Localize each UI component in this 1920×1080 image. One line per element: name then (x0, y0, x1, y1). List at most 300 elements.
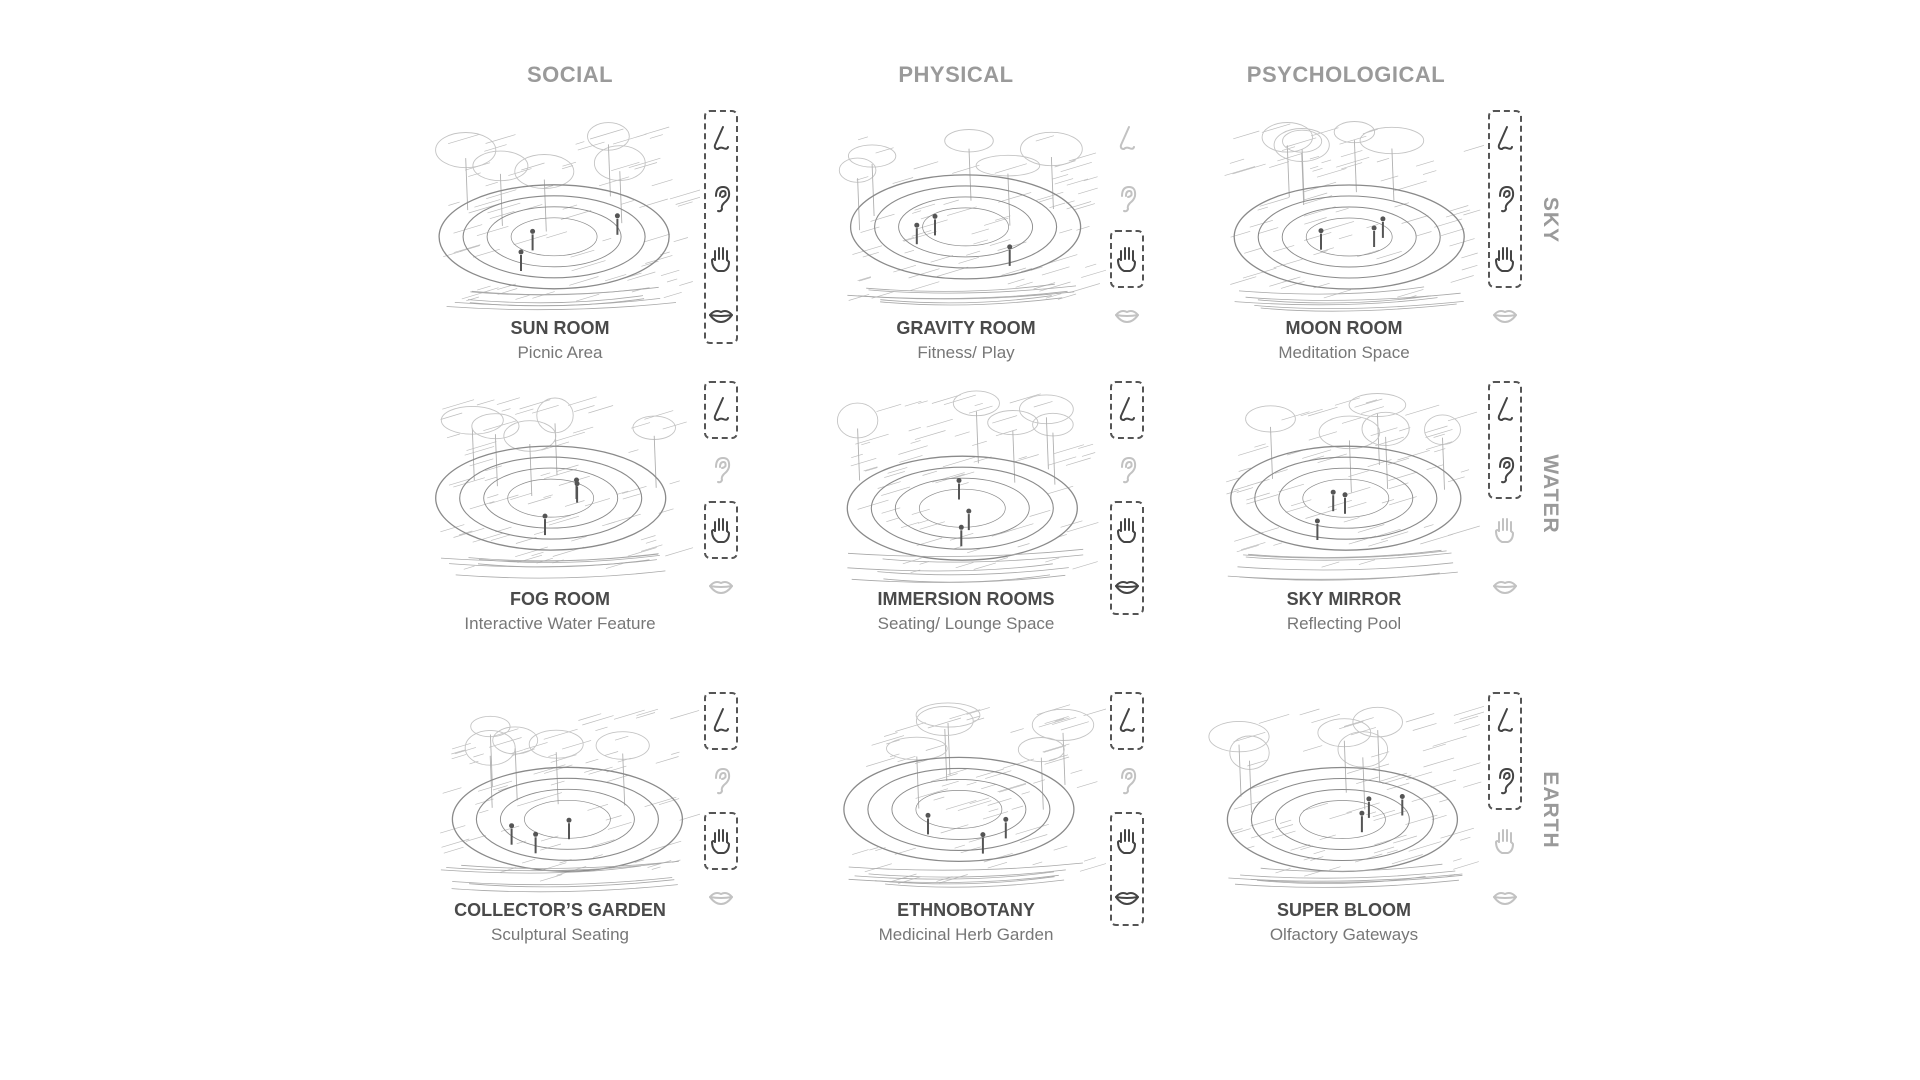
sketch-hatch (617, 491, 628, 494)
sketch-canopy (1033, 413, 1074, 436)
sketch-hatch (1424, 758, 1455, 767)
sketch-ground (877, 568, 1068, 575)
sketch-hatch (623, 494, 641, 499)
sketch-figure-head (1331, 490, 1336, 495)
sketch-hatch (1426, 442, 1452, 450)
room-title: GRAVITY ROOM (896, 318, 1036, 338)
room-sketch (826, 694, 1106, 904)
sketch-ground (469, 880, 674, 887)
sketch-hatch (534, 531, 545, 534)
sketch-trunk (1349, 440, 1351, 492)
sketch-trunk (530, 444, 532, 496)
sketch-hatch (473, 754, 483, 757)
sketch-figure-head (933, 214, 938, 219)
sketch-hatch (508, 169, 531, 176)
sketch-ring (463, 196, 645, 278)
room-sketch (826, 383, 1106, 593)
sketch-ring (875, 186, 1057, 268)
sketch-hatch (1043, 744, 1070, 752)
sketch-hatch (546, 232, 567, 238)
room-title: SUPER BLOOM (1276, 900, 1411, 920)
sketch-hatch (1080, 864, 1106, 872)
sketch-hatch (877, 404, 902, 411)
sketch-hatch (590, 129, 623, 139)
sketch-hatch (1461, 253, 1477, 258)
sketch-hatch (1463, 782, 1481, 787)
sketch-hatch (1381, 176, 1399, 181)
sketch-ground (1238, 563, 1454, 570)
sketch-hatch (1076, 226, 1089, 230)
sketch-hatch (1291, 500, 1311, 506)
room-title: MOON ROOM (1285, 318, 1403, 338)
sketch-trunk (608, 144, 610, 196)
sense-indicators (698, 112, 742, 342)
sketch-hatch (869, 848, 878, 851)
sketch-hatch (1462, 265, 1478, 270)
sketch-trunk (872, 164, 874, 216)
sketch-hatch (670, 481, 680, 484)
sketch-ring (484, 468, 618, 528)
sketch-hatch (585, 498, 610, 506)
hand-icon (704, 814, 738, 868)
sketch-hatch (474, 199, 500, 207)
sketch-ring (851, 175, 1081, 279)
sketch-hatch (1286, 506, 1306, 512)
sketch-hatch (920, 522, 945, 530)
sketch-hatch (520, 400, 551, 409)
sketch-hatch (864, 467, 878, 471)
sketch-hatch (478, 781, 512, 791)
sketch-hatch (629, 450, 639, 453)
sketch-hatch (569, 277, 598, 286)
room-title: ETHNOBOTANY (897, 900, 1035, 920)
sketch-hatch (898, 446, 927, 455)
hand-icon (1488, 232, 1522, 286)
sketch-hatch (946, 800, 976, 809)
room-cell (826, 694, 1226, 984)
sketch-hatch (992, 531, 1009, 536)
sketch-hatch (1244, 248, 1262, 253)
sketch-ground (452, 885, 678, 892)
sketch-hatch (916, 789, 948, 799)
nose-icon (1488, 112, 1522, 166)
sketch-figure-head (1380, 216, 1385, 221)
sketch-hatch (1426, 429, 1453, 437)
ear-icon (1488, 754, 1522, 808)
sketch-hatch (1050, 203, 1066, 208)
sketch-hatch (852, 850, 868, 855)
sketch-canopy (848, 145, 895, 167)
sketch-ground (849, 863, 1083, 870)
sketch-hatch (1039, 718, 1070, 727)
sketch-hatch (1453, 859, 1462, 862)
sketch-hatch (866, 758, 895, 767)
sketch-ground (446, 864, 661, 871)
sketch-hatch (592, 840, 615, 847)
sketch-trunk (1287, 145, 1289, 197)
sketch-hatch (650, 135, 663, 139)
sketch-hatch (1348, 471, 1368, 477)
sketch-hatch (926, 745, 945, 751)
sketch-hatch (955, 432, 970, 437)
sketch-hatch (1033, 862, 1043, 865)
sketch-hatch (562, 740, 591, 749)
sketch-hatch (460, 246, 480, 252)
sketch-hatch (1015, 455, 1039, 462)
sketch-hatch (861, 442, 870, 445)
sketch-hatch (602, 522, 615, 526)
sketch-hatch (1042, 267, 1070, 275)
sketch-figure-head (567, 818, 572, 823)
sketch-hatch (858, 500, 889, 509)
sense-indicators (1482, 112, 1526, 342)
sketch-hatch (576, 294, 599, 301)
sketch-hatch (1335, 398, 1360, 406)
sketch-trunk (1443, 438, 1445, 490)
sketch-hatch (882, 508, 901, 514)
sketch-hatch (1012, 806, 1024, 809)
sketch-hatch (522, 859, 535, 863)
sketch-ring (1258, 196, 1440, 278)
sketch-ground (869, 870, 1066, 877)
sketch-hatch (1328, 500, 1352, 507)
sketch-hatch (865, 864, 892, 872)
sketch-hatch (934, 797, 945, 800)
sketch-hatch (990, 239, 1010, 245)
sketch-ground (1228, 572, 1458, 579)
sketch-hatch (448, 202, 459, 205)
sketch-hatch (1045, 716, 1069, 723)
hand-icon (704, 503, 738, 557)
sketch-figure-head (1343, 492, 1348, 497)
sketch-hatch (1234, 533, 1263, 542)
sketch-hatch (1310, 166, 1318, 169)
sketch-hatch (608, 822, 632, 829)
sketch-hatch (884, 733, 897, 737)
sketch-trunk (976, 411, 978, 463)
sketch-figure-head (1400, 794, 1405, 799)
sketch-hatch (941, 825, 969, 833)
sketch-trunk (945, 729, 947, 781)
column-heading-social: SOCIAL (526, 62, 614, 87)
sketch-hatch (1077, 782, 1098, 788)
sketch-hatch (1398, 450, 1430, 460)
sketch-hatch (884, 471, 905, 477)
ear-icon (1488, 172, 1522, 226)
sketch-hatch (851, 454, 863, 458)
room-sketch (1204, 383, 1484, 593)
sketch-hatch (548, 754, 556, 756)
sketch-ring (439, 185, 669, 289)
sketch-hatch (858, 277, 871, 281)
sketch-figure-head (1315, 519, 1320, 524)
sketch-hatch (621, 200, 634, 204)
sketch-hatch (1373, 810, 1395, 817)
sketch-hatch (865, 468, 877, 472)
room-subtitle: Meditation Space (1278, 343, 1410, 362)
sketch-hatch (448, 134, 479, 143)
sketch-hatch (1450, 206, 1468, 211)
sketch-hatch (876, 148, 894, 153)
sketch-hatch (606, 816, 622, 821)
sketch-hatch (1238, 446, 1268, 455)
sketch-hatch (1304, 232, 1331, 240)
sketch-figure-head (1359, 811, 1364, 816)
sketch-hatch (1055, 179, 1073, 185)
sketch-hatch (984, 853, 1013, 862)
sense-indicators (1104, 383, 1148, 613)
sketch-hatch (942, 781, 959, 786)
sketch-hatch (1313, 168, 1323, 171)
room-subtitle: Olfactory Gateways (1269, 925, 1419, 944)
sketch-hatch (595, 727, 607, 731)
sketch-hatch (679, 282, 693, 286)
sketch-hatch (918, 220, 948, 229)
sketch-hatch (528, 497, 551, 504)
sketch-hatch (1246, 495, 1278, 505)
sketch-hatch (1078, 444, 1093, 448)
sketch-ring (1282, 207, 1416, 267)
sketch-hatch (1059, 229, 1072, 233)
room-subtitle: Medicinal Herb Garden (878, 925, 1054, 944)
sketch-hatch (1280, 820, 1291, 823)
sketch-hatch (1225, 167, 1256, 176)
sketch-hatch (599, 177, 629, 186)
sketch-hatch (576, 142, 585, 145)
sketch-hatch (1341, 163, 1362, 169)
sketch-hatch (1286, 138, 1317, 147)
sketch-hatch (912, 230, 932, 236)
sketch-hatch (1251, 819, 1274, 826)
sketch-ground (456, 571, 666, 578)
sketch-hatch (1399, 428, 1410, 431)
sketch-hatch (956, 562, 974, 567)
sketch-hatch (1433, 736, 1467, 746)
room-title: SUN ROOM (510, 318, 610, 338)
row-heading-sky: SKY (1539, 196, 1562, 244)
sketch-hatch (1355, 399, 1383, 407)
sketch-hatch (909, 427, 921, 431)
sketch-hatch (1448, 412, 1477, 421)
sketch-hatch (1302, 450, 1331, 459)
sketch-hatch (605, 274, 626, 280)
sketch-hatch (661, 270, 679, 276)
sketch-hatch (574, 406, 594, 412)
sketch-hatch (927, 419, 953, 427)
sketch-ground (855, 872, 1054, 879)
sketch-hatch (1342, 418, 1361, 424)
sketch-hatch (952, 165, 979, 173)
sketch-trunk (515, 748, 517, 800)
sketch-figure-head (914, 223, 919, 228)
room-title: IMMERSION ROOMS (877, 589, 1055, 609)
ear-icon (704, 443, 738, 497)
sketch-hatch (1450, 239, 1475, 247)
sketch-hatch (678, 202, 693, 207)
sketch-ring (436, 446, 666, 550)
sketch-ring (487, 207, 621, 267)
sketch-hatch (582, 716, 613, 725)
sketch-ring (899, 197, 1033, 257)
sketch-hatch (1274, 259, 1303, 268)
nose-icon (1110, 112, 1144, 166)
sketch-hatch (521, 163, 544, 170)
sketch-hatch (1322, 248, 1334, 252)
sketch-hatch (652, 867, 661, 870)
sketch-hatch (981, 784, 996, 788)
room-cell (826, 383, 1226, 673)
sketch-hatch (665, 548, 693, 556)
sketch-hatch (1377, 158, 1389, 162)
nose-icon (704, 383, 738, 437)
hand-icon (704, 232, 738, 286)
sketch-hatch (1018, 544, 1030, 548)
ear-icon (1110, 754, 1144, 808)
sketch-hatch (515, 409, 533, 415)
sketch-trunk (1250, 761, 1252, 813)
sketch-ring (844, 757, 1074, 861)
sketch-hatch (641, 545, 662, 552)
sketch-hatch (911, 282, 940, 291)
room-cell (1204, 383, 1604, 673)
sketch-figure-head (574, 478, 579, 483)
sketch-hatch (639, 199, 667, 208)
sketch-hatch (858, 137, 868, 140)
sketch-hatch (1439, 799, 1449, 802)
sketch-hatch (568, 397, 597, 406)
sketch-hatch (911, 440, 921, 443)
sketch-hatch (1462, 725, 1479, 730)
sketch-hatch (1303, 746, 1322, 752)
sketch-hatch (1416, 161, 1434, 166)
sketch-hatch (1008, 279, 1025, 284)
room-sketch (1204, 112, 1484, 322)
sketch-trunk (917, 757, 919, 809)
sketch-trunk (858, 178, 860, 230)
sketch-hatch (470, 502, 495, 509)
sketch-trunk (1041, 758, 1043, 810)
sketch-hatch (1085, 264, 1096, 267)
room-cell (1204, 694, 1604, 984)
sketch-trunk (858, 429, 860, 481)
sketch-hatch (1406, 714, 1434, 723)
sketch-trunk (495, 434, 497, 486)
sketch-hatch (881, 487, 910, 496)
sketch-trunk (1386, 437, 1388, 489)
sketch-hatch (479, 810, 488, 813)
sketch-hatch (1412, 793, 1442, 802)
sketch-hatch (988, 798, 1012, 805)
sketch-trunk (1046, 417, 1048, 469)
ear-icon (1488, 443, 1522, 497)
sketch-trunk (1354, 140, 1356, 192)
sketch-hatch (975, 403, 983, 405)
sketch-hatch (944, 200, 959, 205)
sketch-hatch (1330, 812, 1352, 819)
sketch-hatch (969, 406, 993, 413)
sketch-hatch (1030, 510, 1051, 516)
room-subtitle: Reflecting Pool (1286, 614, 1402, 633)
sketch-hatch (578, 714, 601, 721)
sketch-hatch (1058, 294, 1076, 299)
sketch-hatch (664, 292, 682, 297)
sketch-ring (1234, 185, 1464, 289)
sketch-hatch (1314, 850, 1326, 854)
sketch-hatch (452, 743, 471, 749)
room-cell (420, 383, 820, 673)
sketch-hatch (502, 409, 511, 412)
sketch-trunk (623, 754, 625, 806)
sketch-hatch (652, 180, 673, 186)
sketch-hatch (1047, 486, 1073, 494)
sketch-hatch (966, 251, 980, 255)
sketch-hatch (944, 395, 976, 405)
sketch-hatch (855, 434, 888, 444)
sketch-ring (1299, 801, 1385, 839)
sketch-hatch (611, 162, 639, 170)
sketch-ring (1275, 790, 1409, 850)
sketch-ring (511, 218, 597, 256)
sketch-ground (452, 878, 672, 885)
column-heading-physical: PHYSICAL (898, 62, 1014, 87)
sketch-hatch (1359, 560, 1375, 565)
sketch-hatch (477, 286, 490, 290)
sketch-hatch (1052, 174, 1068, 179)
room-cell (826, 112, 1226, 402)
sketch-hatch (622, 486, 646, 493)
sketch-hatch (1309, 432, 1337, 441)
sketch-hatch (1070, 284, 1100, 293)
sketch-hatch (995, 164, 1027, 174)
sketch-hatch (1322, 160, 1332, 163)
sketch-hatch (1460, 837, 1470, 840)
ear-icon (1110, 443, 1144, 497)
sketch-hatch (656, 757, 679, 764)
sketch-hatch (974, 563, 996, 570)
sketch-hatch (904, 231, 937, 241)
sketch-hatch (1034, 401, 1053, 407)
sketch-hatch (1413, 723, 1437, 730)
sketch-hatch (1233, 829, 1251, 834)
sketch-hatch (1417, 232, 1432, 236)
hand-icon (1488, 503, 1522, 557)
sketch-hatch (543, 495, 552, 498)
hand-icon (1110, 814, 1144, 868)
sketch-hatch (1371, 428, 1398, 436)
sketch-hatch (553, 432, 585, 442)
sketch-hatch (1084, 177, 1098, 181)
sketch-hatch (1016, 282, 1033, 287)
sketch-canopy (471, 716, 510, 736)
sketch-hatch (967, 782, 977, 785)
row-heading-water: WATER (1539, 454, 1562, 534)
sketch-hatch (1020, 835, 1047, 843)
sketch-hatch (1345, 487, 1371, 495)
sketch-hatch (878, 482, 901, 489)
sketch-hatch (918, 520, 928, 523)
sketch-trunk (1344, 741, 1346, 793)
sketch-ring (508, 479, 594, 517)
sketch-hatch (641, 536, 656, 540)
sense-indicators (1104, 694, 1148, 924)
sketch-hatch (645, 127, 670, 134)
nose-icon (1488, 694, 1522, 748)
sketch-hatch (955, 845, 965, 848)
sketch-hatch (1434, 449, 1445, 452)
sketch-hatch (1241, 542, 1265, 549)
nose-icon (1110, 694, 1144, 748)
room-title: FOG ROOM (510, 589, 610, 609)
